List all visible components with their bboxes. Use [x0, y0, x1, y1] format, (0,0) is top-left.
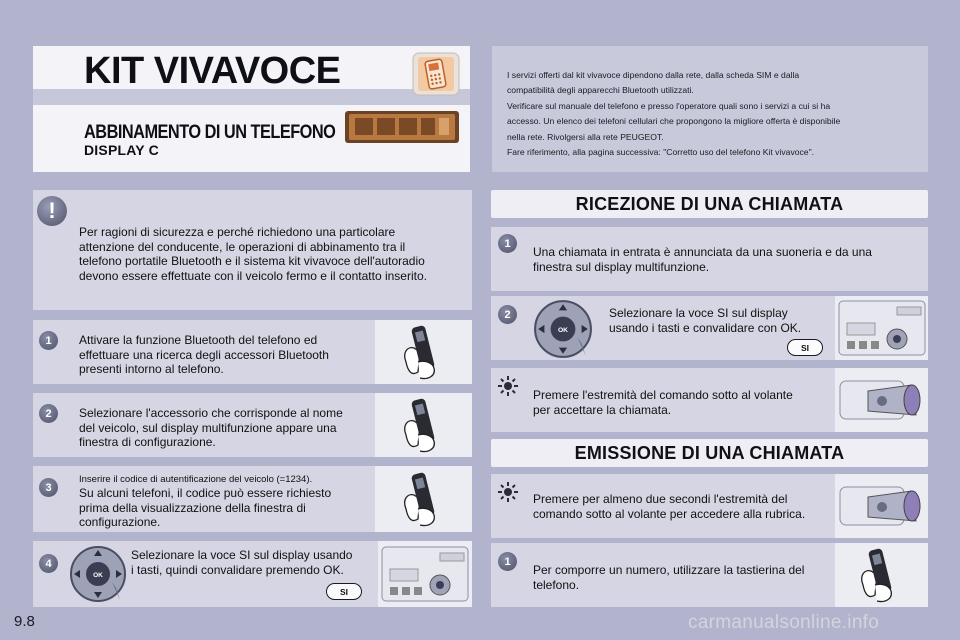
step-line: Selezionare l'accessorio che corrisponde al nome: [79, 406, 343, 420]
step-line: Per comporre un numero, utilizzare la tastierina del: [533, 563, 805, 577]
step-number-badge: 1: [498, 234, 517, 253]
intro-line: Verificare sul manuale del telefono e presso l'operatore quali sono i servizi a cui si ha: [507, 100, 831, 111]
display-subtitle: DISPLAY C: [84, 142, 159, 158]
step-line: Una chiamata in entrata è annunciata da una suoneria e da una: [533, 245, 872, 259]
page-title: KIT VIVAVOCE: [84, 50, 341, 92]
phone-icon: [412, 52, 460, 96]
step-line: i tasti, quindi convalidare premendo OK.: [131, 562, 344, 577]
display-screen-icon: [345, 111, 459, 143]
intro-line: Fare riferimento, alla pagina successiva: "Corretto uso del telefono Kit vivavoce".: [507, 147, 815, 158]
step-line: telefono.: [533, 577, 580, 592]
hand-phone-icon: [398, 322, 450, 387]
receive-step-text: [533, 388, 833, 417]
pairing-step-text: [79, 406, 369, 450]
steering-stalk-icon: [838, 371, 926, 434]
step-line: del veicolo, sul display multifunzione appare una: [79, 420, 337, 435]
watermark: carmanualsonline.info: [688, 612, 880, 633]
step-line: configurazione.: [79, 515, 161, 529]
pairing-step-text: [131, 548, 381, 577]
step-small-line: Inserire il codice di autentificazione del veicolo (=1234).: [79, 474, 313, 485]
hand-phone-icon: [398, 469, 450, 534]
ok-label: OK: [557, 327, 569, 335]
step-number-badge: 2: [498, 305, 517, 324]
step-number-badge: 1: [39, 331, 58, 350]
ok-knob-icon: [532, 298, 594, 365]
intro-line: accesso. Un elenco dei telefoni cellulari che propongono la migliore offerta è disponibile: [507, 116, 841, 127]
warning-text: [79, 225, 469, 283]
steering-stalk-icon: [838, 477, 926, 540]
step-line: comando sotto al volante per accedere alla rubrica.: [533, 506, 806, 521]
intro-text: [507, 68, 927, 160]
pairing-step-text: [79, 333, 369, 377]
step-line: Selezionare la voce SI sul display usando: [131, 548, 353, 562]
warning-symbol: !: [48, 198, 56, 223]
hand-phone-icon: [855, 545, 907, 610]
si-button[interactable]: SI: [326, 583, 362, 600]
step-line: Selezionare la voce SI sul display: [609, 306, 788, 320]
pairing-step-text: [79, 473, 379, 530]
warning-line: Per ragioni di sicurezza e perché richiedono una particolare: [79, 225, 396, 239]
sun-icon: [497, 481, 519, 508]
make-step-text: [533, 492, 833, 521]
step-number-badge: 2: [39, 404, 58, 423]
step-line: usando i tasti e convalidare con OK.: [609, 320, 802, 335]
si-button[interactable]: SI: [787, 339, 823, 356]
warning-line: telefono portatile Bluetooth e il sistema kit vivavoce dell'autoradio: [79, 254, 425, 268]
ok-label: OK: [93, 572, 103, 579]
hand-phone-icon: [398, 395, 450, 460]
car-radio-icon: [837, 299, 927, 362]
step-line: effettuare una ricerca degli accessori Bluetooth: [79, 347, 329, 362]
step-line: Su alcuni telefoni, il codice può essere richiesto: [79, 486, 332, 500]
sun-icon: [497, 375, 519, 402]
warning-line: devono essere effettuate con il veicolo fermo e il contatto inserito.: [79, 268, 427, 283]
intro-line: I servizi offerti dal kit vivavoce dipendono dalla rete, dalla scheda SIM e dalla: [507, 70, 800, 80]
intro-line: nella rete. Rivolgersi alla rete PEUGEOT.: [507, 131, 664, 142]
step-line: per accettare la chiamata.: [533, 402, 672, 417]
section-subtitle: ABBINAMENTO DI UN TELEFONO: [84, 122, 336, 143]
make-step-text: [533, 563, 833, 592]
warning-icon: [37, 196, 67, 226]
make-call-header: EMISSIONE DI UNA CHIAMATA: [491, 439, 928, 467]
step-line: Premere per almeno due secondi l'estremità del: [533, 492, 788, 506]
step-line: presenti intorno al telefono.: [79, 362, 224, 376]
step-number-badge: 3: [39, 478, 58, 497]
warning-line: attenzione del conducente, le operazioni di abbinamento tra il: [79, 239, 406, 254]
step-line: finestra di configurazione.: [79, 435, 216, 449]
receive-step-text: [533, 245, 923, 274]
receive-step-text: [609, 306, 829, 335]
step-number-badge: 4: [39, 554, 58, 573]
step-line: prima della visualizzazione della finestra di: [79, 500, 306, 515]
page-number: 9.8: [14, 613, 35, 630]
car-radio-icon: [380, 545, 470, 608]
ok-knob-icon: [68, 544, 128, 609]
step-line: Premere l'estremità del comando sotto al volante: [533, 388, 793, 402]
step-line: finestra sul display multifunzione.: [533, 259, 710, 274]
step-number-badge: 1: [498, 552, 517, 571]
step-line: Attivare la funzione Bluetooth del telefono ed: [79, 333, 318, 347]
intro-line: compatibilità degli apparecchi Bluetooth utilizzati.: [507, 85, 694, 96]
receive-call-header: RICEZIONE DI UNA CHIAMATA: [491, 190, 928, 218]
